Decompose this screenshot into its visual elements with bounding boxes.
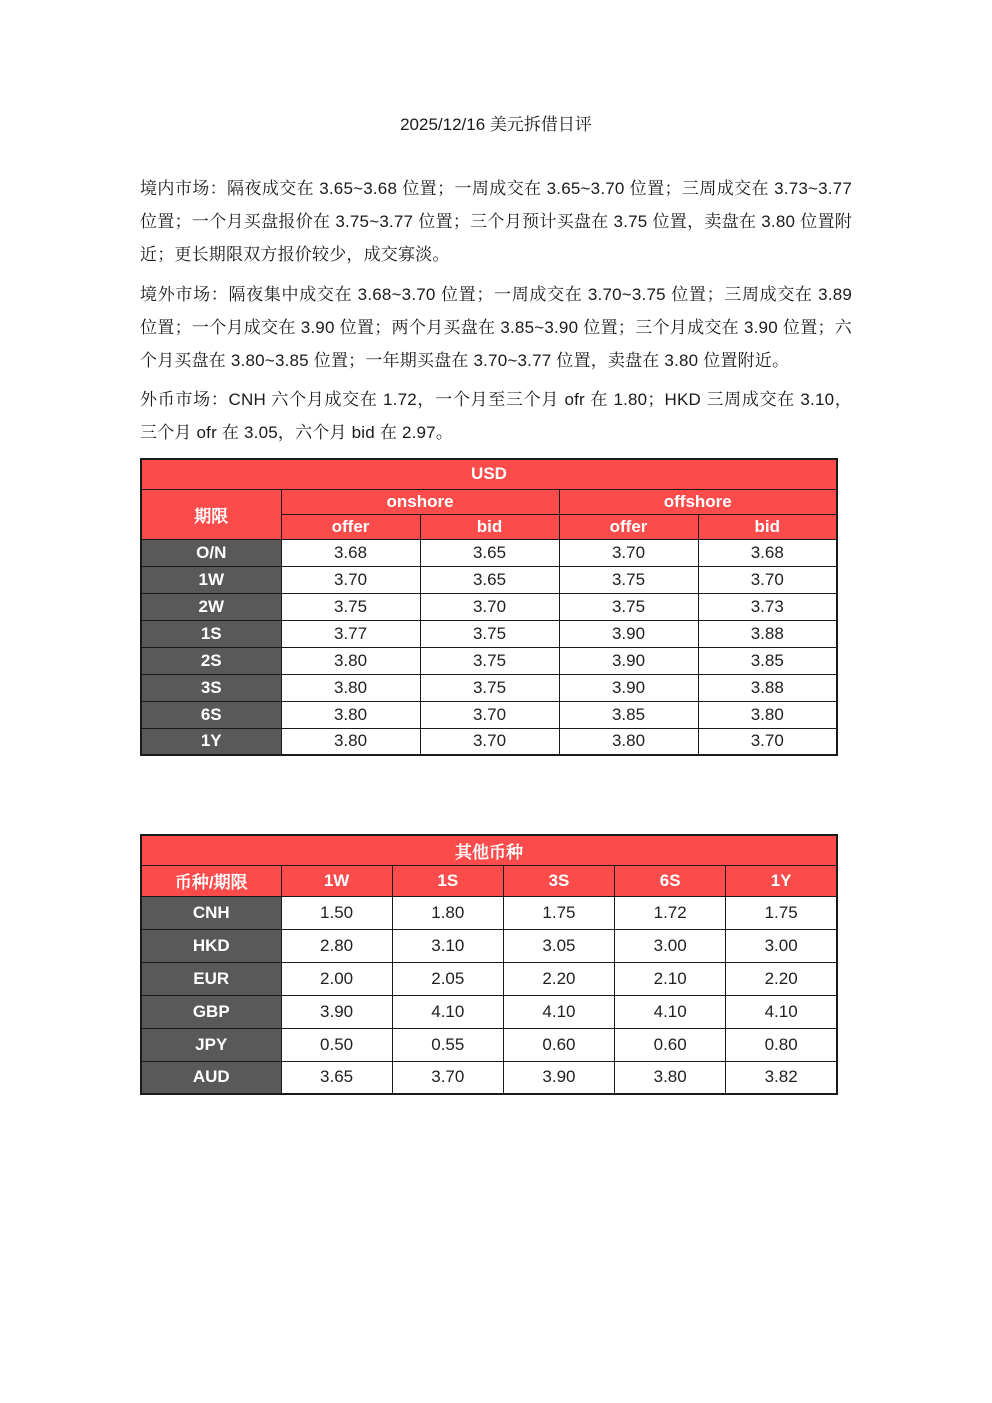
rate-cell: 4.10 — [726, 995, 837, 1028]
group-header-onshore: onshore — [281, 489, 559, 514]
other-table-header — [141, 835, 837, 896]
rate-cell: 3.70 — [420, 593, 559, 620]
rate-cell: 3.68 — [698, 539, 837, 566]
rate-cell: 3.80 — [559, 728, 698, 755]
term-cell: 3S — [141, 674, 281, 701]
rate-cell: 3.75 — [420, 620, 559, 647]
usd-group-header-row — [141, 489, 837, 514]
rate-cell: 3.75 — [420, 647, 559, 674]
rate-cell: 0.55 — [392, 1028, 503, 1061]
col-header-6s: 6S — [615, 865, 726, 896]
rate-cell: 3.75 — [559, 593, 698, 620]
rate-cell: 3.65 — [281, 1061, 392, 1094]
col-header-1y: 1Y — [726, 865, 837, 896]
currency-cell: GBP — [141, 995, 281, 1028]
rate-cell: 3.80 — [281, 647, 420, 674]
rate-cell: 3.05 — [503, 929, 614, 962]
usd-table-title-row — [141, 459, 837, 489]
currency-cell: HKD — [141, 929, 281, 962]
rate-cell: 3.80 — [281, 674, 420, 701]
table-row — [141, 593, 837, 620]
term-column-header: 期限 — [141, 489, 281, 539]
rate-cell: 3.75 — [420, 674, 559, 701]
rate-cell: 0.50 — [281, 1028, 392, 1061]
rate-cell: 3.90 — [503, 1061, 614, 1094]
rate-cell: 3.85 — [698, 647, 837, 674]
rate-cell: 2.80 — [281, 929, 392, 962]
rate-cell: 3.80 — [615, 1061, 726, 1094]
rate-cell: 3.88 — [698, 674, 837, 701]
col-header-1s: 1S — [392, 865, 503, 896]
rate-cell: 3.82 — [726, 1061, 837, 1094]
document-title: 2025/12/16 美元拆借日评 — [400, 115, 592, 134]
col-header-1w: 1W — [281, 865, 392, 896]
term-cell: 6S — [141, 701, 281, 728]
currency-cell: JPY — [141, 1028, 281, 1061]
rate-cell: 3.70 — [392, 1061, 503, 1094]
rate-cell: 1.72 — [615, 896, 726, 929]
rate-cell: 3.80 — [281, 728, 420, 755]
rate-cell: 2.20 — [726, 962, 837, 995]
term-cell: 2S — [141, 647, 281, 674]
offshore-bid-header: bid — [698, 514, 837, 539]
rate-cell: 3.90 — [281, 995, 392, 1028]
document-content — [140, 0, 852, 1095]
rate-cell: 3.68 — [281, 539, 420, 566]
term-cell: O/N — [141, 539, 281, 566]
rate-cell: 3.75 — [559, 566, 698, 593]
other-currencies-table — [140, 834, 838, 1095]
currency-term-header: 币种/期限 — [141, 865, 281, 896]
rate-cell: 1.50 — [281, 896, 392, 929]
rate-cell: 2.10 — [615, 962, 726, 995]
col-header-3s: 3S — [503, 865, 614, 896]
rate-cell: 2.05 — [392, 962, 503, 995]
rate-cell: 3.90 — [559, 620, 698, 647]
table-row — [141, 995, 837, 1028]
rate-cell: 3.88 — [698, 620, 837, 647]
rate-cell: 1.75 — [726, 896, 837, 929]
term-cell: 1S — [141, 620, 281, 647]
paragraph-domestic-market: 境内市场：隔夜成交在 3.65~3.68 位置；一周成交在 3.65~3.70 位置；三周成交在 3.73~3.77 位置；一个月买盘报价在 3.75~3.77 位置；三个月预计买盘在 3.75 位置，卖盘在 3.80 位置附近；更长期限双方报价较少，成交寡淡。 — [140, 179, 852, 264]
table-row — [141, 647, 837, 674]
rate-cell: 3.70 — [559, 539, 698, 566]
rate-cell: 3.70 — [698, 566, 837, 593]
currency-cell: AUD — [141, 1061, 281, 1094]
rate-cell: 3.80 — [281, 701, 420, 728]
rate-cell: 4.10 — [392, 995, 503, 1028]
rate-cell: 4.10 — [503, 995, 614, 1028]
rate-cell: 3.00 — [726, 929, 837, 962]
onshore-offer-header: offer — [281, 514, 420, 539]
usd-table-body — [141, 539, 837, 755]
rate-cell: 0.60 — [615, 1028, 726, 1061]
rate-cell: 3.70 — [420, 701, 559, 728]
usd-table-header — [141, 459, 837, 539]
currency-cell: EUR — [141, 962, 281, 995]
table-row — [141, 962, 837, 995]
table-row — [141, 896, 837, 929]
table-row — [141, 701, 837, 728]
rate-cell: 3.90 — [559, 674, 698, 701]
rate-cell: 3.80 — [698, 701, 837, 728]
rate-cell: 3.77 — [281, 620, 420, 647]
table-row — [141, 1061, 837, 1094]
rate-cell: 3.70 — [698, 728, 837, 755]
rate-cell: 4.10 — [615, 995, 726, 1028]
rate-cell: 2.00 — [281, 962, 392, 995]
paragraph-offshore-market: 境外市场：隔夜集中成交在 3.68~3.70 位置；一周成交在 3.70~3.75 位置；三周成交在 3.89 位置；一个月成交在 3.90 位置；两个月买盘在 3.85~3.90 位置；三个月成交在 3.90 位置；六个月买盘在 3.80~3.85 位置；一年期买盘在 3.70~3.77 位置，卖盘在 3.80 位置附近。 — [140, 285, 852, 370]
term-cell: 1W — [141, 566, 281, 593]
table-row — [141, 620, 837, 647]
onshore-bid-header: bid — [420, 514, 559, 539]
table-row — [141, 674, 837, 701]
table-row — [141, 929, 837, 962]
table-row — [141, 566, 837, 593]
usd-rates-table — [140, 458, 838, 756]
rate-cell: 3.70 — [281, 566, 420, 593]
other-column-header-row — [141, 865, 837, 896]
table-row — [141, 728, 837, 755]
rate-cell: 0.80 — [726, 1028, 837, 1061]
rate-cell: 3.65 — [420, 539, 559, 566]
rate-cell: 3.10 — [392, 929, 503, 962]
rate-cell: 0.60 — [503, 1028, 614, 1061]
rate-cell: 1.75 — [503, 896, 614, 929]
rate-cell: 3.00 — [615, 929, 726, 962]
other-table-title-row — [141, 835, 837, 865]
group-header-offshore: offshore — [559, 489, 837, 514]
rate-cell: 3.90 — [559, 647, 698, 674]
rate-cell: 1.80 — [392, 896, 503, 929]
other-table-body — [141, 896, 837, 1094]
other-table-title: 其他币种 — [141, 835, 837, 865]
term-cell: 1Y — [141, 728, 281, 755]
rate-cell: 3.85 — [559, 701, 698, 728]
table-row — [141, 539, 837, 566]
rate-cell: 2.20 — [503, 962, 614, 995]
currency-cell: CNH — [141, 896, 281, 929]
table-row — [141, 1028, 837, 1061]
paragraph-fx-market: 外币市场：CNH 六个月成交在 1.72，一个月至三个月 ofr 在 1.80；HKD 三周成交在 3.10，三个月 ofr 在 3.05，六个月 bid 在 2.97。 — [140, 390, 852, 442]
rate-cell: 3.65 — [420, 566, 559, 593]
rate-cell: 3.73 — [698, 593, 837, 620]
offshore-offer-header: offer — [559, 514, 698, 539]
term-cell: 2W — [141, 593, 281, 620]
rate-cell: 3.75 — [281, 593, 420, 620]
usd-table-title: USD — [141, 459, 837, 489]
rate-cell: 3.70 — [420, 728, 559, 755]
